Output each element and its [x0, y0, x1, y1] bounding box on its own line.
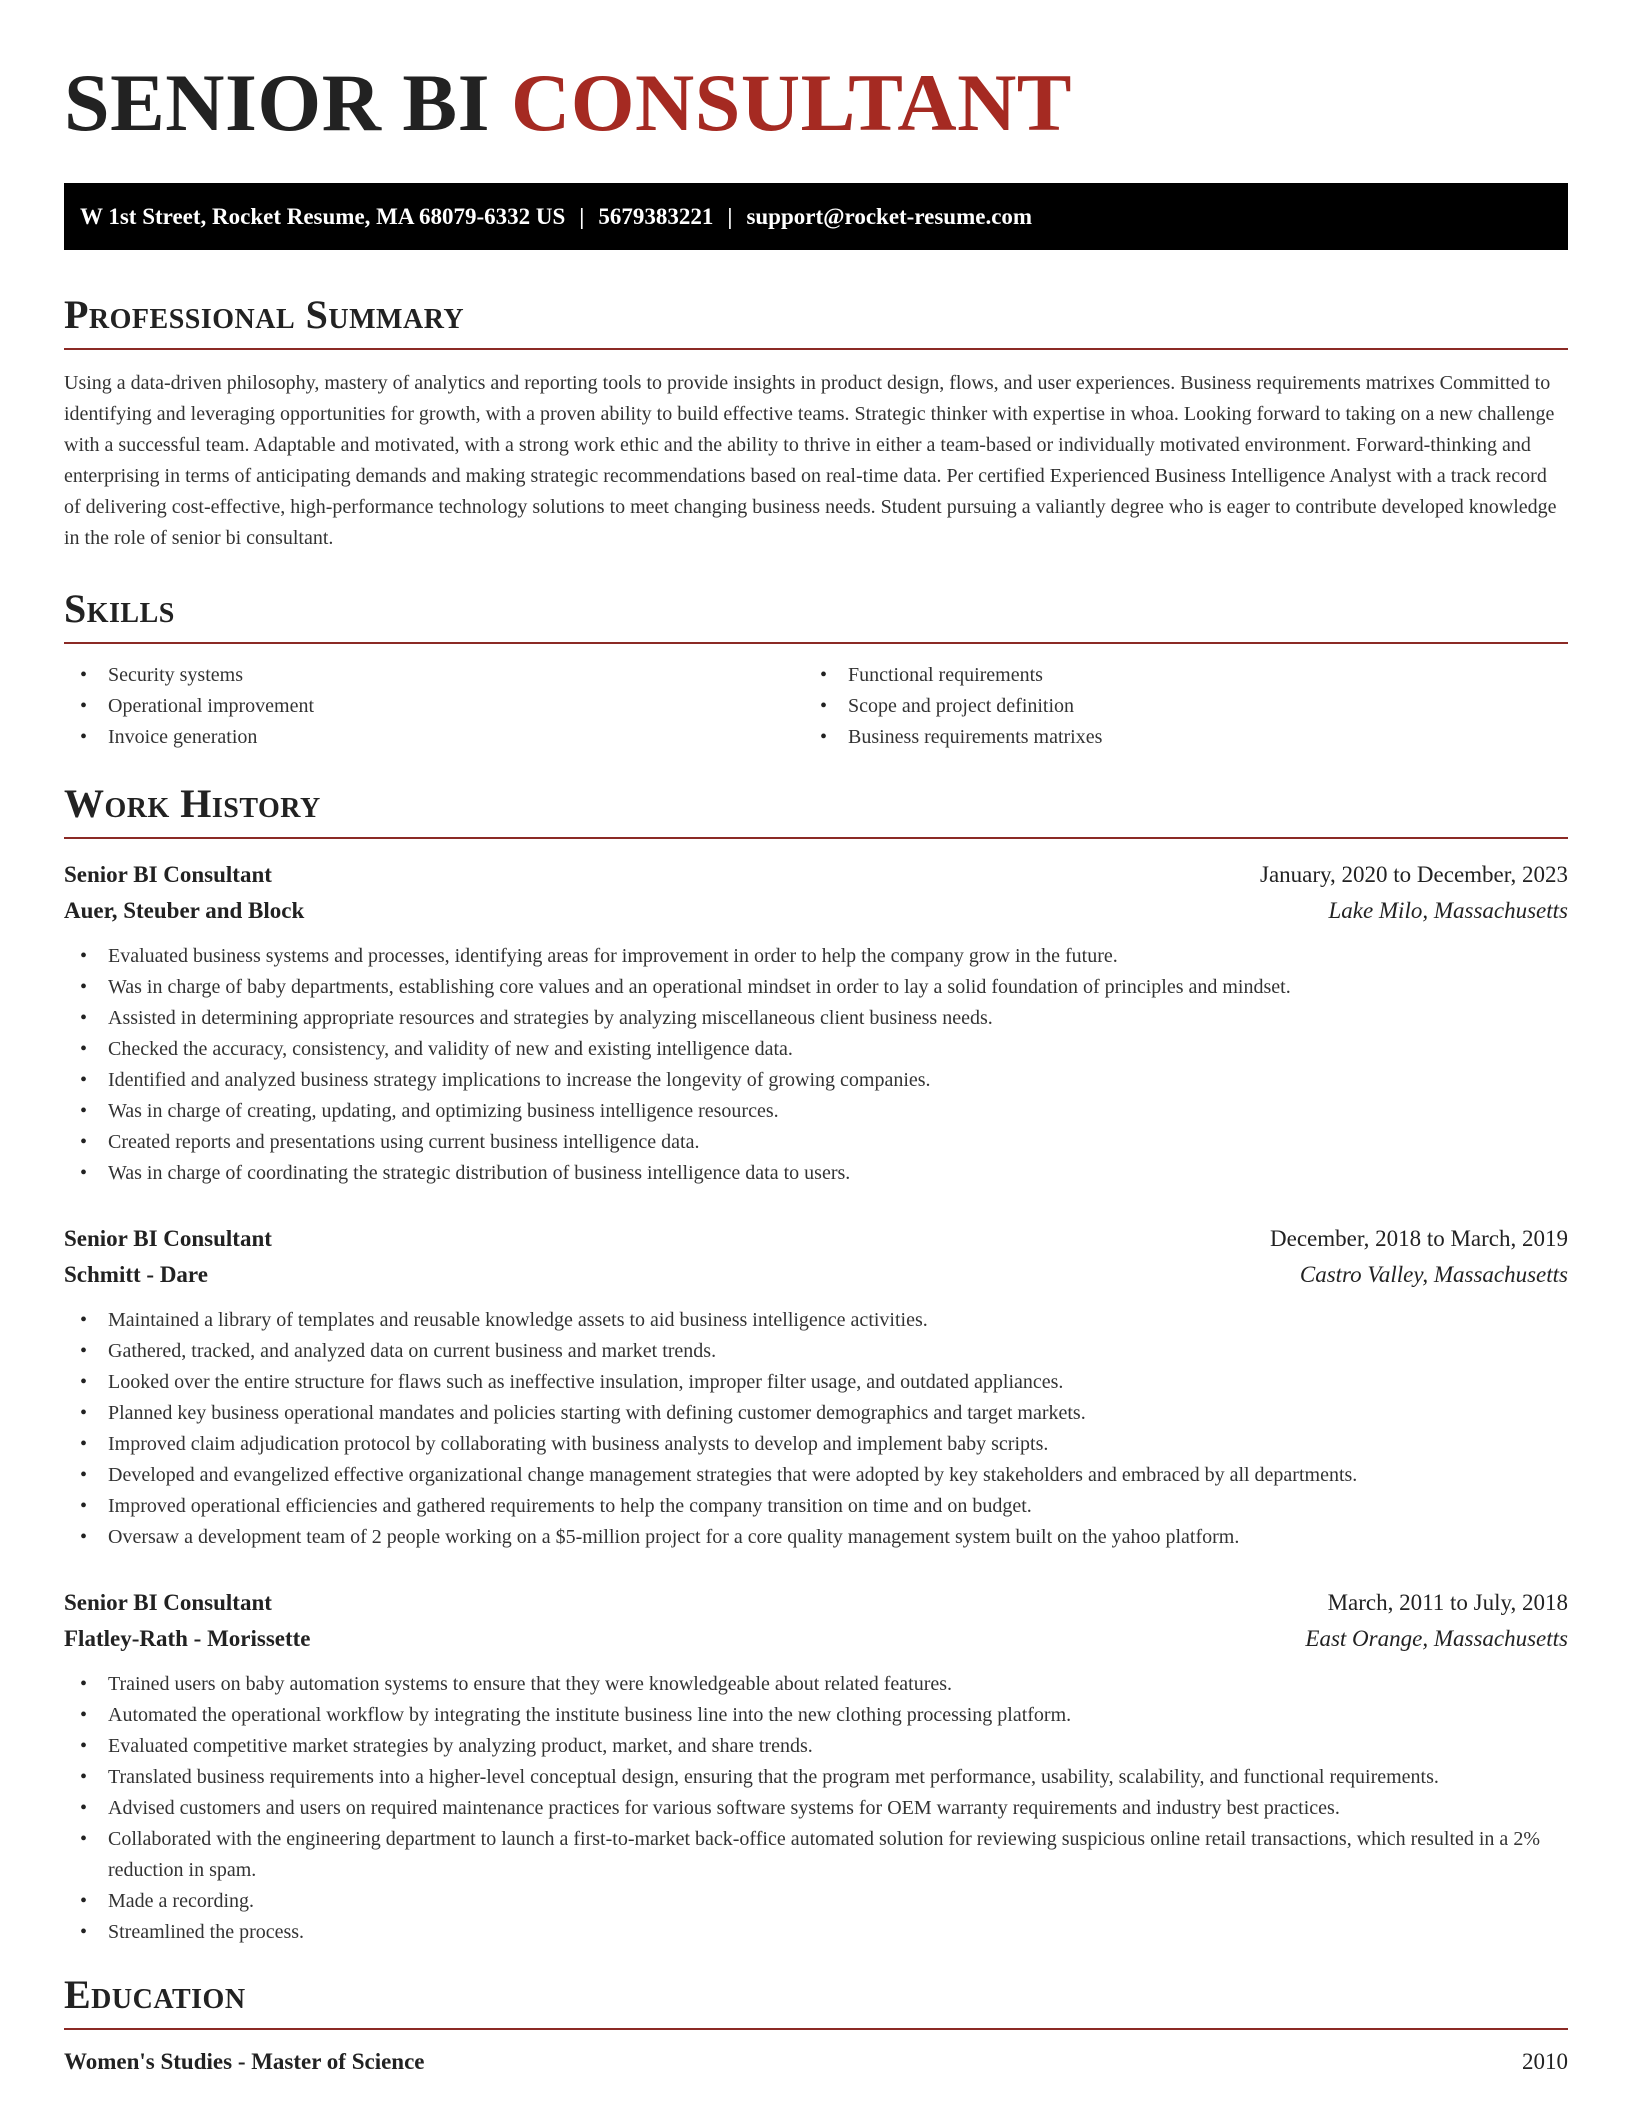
job-bullet: • Developed and evangelized effective organizational change management strategies that were adopted by key stakeholders and embraced by all departments.	[64, 1460, 1568, 1491]
job-title: Senior BI Consultant	[64, 1590, 272, 1615]
job-dates: January, 2020 to December, 2023	[1260, 862, 1568, 887]
job-company-row	[64, 1257, 1568, 1293]
job-bullet: • Advised customers and users on required maintenance practices for various software systems for OEM warranty requirements and industry best practices.	[64, 1793, 1568, 1824]
contact-separator: |	[579, 204, 585, 229]
job-company: Auer, Steuber and Block	[64, 898, 305, 923]
contact-email: support@rocket-resume.com	[746, 204, 1033, 229]
education-heading: Education	[64, 1972, 246, 2017]
job-bullet: • Collaborated with the engineering department to launch a first-to-market back-office automated solution for reviewing suspicious online retail transactions, which resulted in a 2% reduction in spam.	[64, 1824, 1568, 1886]
job-bullet: • Evaluated business systems and processes, identifying areas for improvement in order to help the company grow in the future.	[64, 941, 1568, 972]
skill-item: • Invoice generation	[64, 722, 804, 753]
job-bullet: • Maintained a library of templates and reusable knowledge assets to aid business intelligence activities.	[64, 1305, 1568, 1336]
contact-address: W 1st Street, Rocket Resume, MA 68079-6332 US	[80, 204, 566, 229]
job-bullet: • Translated business requirements into a higher-level conceptual design, ensuring that the program met performance, usability, scalability, and functional requirements.	[64, 1762, 1568, 1793]
skill-item: • Business requirements matrixes	[804, 722, 1544, 753]
section-divider	[64, 642, 1568, 644]
job-bullet: • Oversaw a development team of 2 people working on a $5-million project for a core quality management system built on the yahoo platform.	[64, 1522, 1568, 1553]
job-bullet: • Made a recording.	[64, 1886, 1568, 1917]
job-company: Schmitt - Dare	[64, 1262, 208, 1287]
job-bullet: • Created reports and presentations using current business intelligence data.	[64, 1127, 1568, 1158]
title-part-1: SENIOR BI	[64, 57, 491, 148]
job-bullets	[64, 1305, 1568, 1553]
job-dates: December, 2018 to March, 2019	[1270, 1226, 1568, 1251]
title-part-2: CONSULTANT	[511, 57, 1072, 148]
skills-heading: Skills	[64, 586, 175, 631]
work-section	[64, 779, 1568, 1948]
job-bullet: • Checked the accuracy, consistency, and validity of new and existing intelligence data.	[64, 1034, 1568, 1065]
job-bullet: • Evaluated competitive market strategies by analyzing product, market, and share trends.	[64, 1731, 1568, 1762]
skill-item: • Functional requirements	[804, 660, 1544, 691]
job-bullet: • Improved claim adjudication protocol by collaborating with business analysts to develop and implement baby scripts.	[64, 1429, 1568, 1460]
job-title: Senior BI Consultant	[64, 862, 272, 887]
summary-heading: Professional Summary	[64, 292, 465, 337]
job-entry	[64, 1585, 1568, 1948]
job-header	[64, 1585, 1568, 1621]
education-year: 2010	[1522, 2049, 1568, 2074]
job-bullet: • Looked over the entire structure for flaws such as ineffective insulation, improper filter usage, and outdated appliances.	[64, 1367, 1568, 1398]
job-bullets	[64, 1669, 1568, 1948]
job-entry	[64, 857, 1568, 1189]
skill-item: • Operational improvement	[64, 691, 804, 722]
job-bullet: • Identified and analyzed business strategy implications to increase the longevity of growing companies.	[64, 1065, 1568, 1096]
work-heading: Work History	[64, 781, 321, 826]
job-header	[64, 857, 1568, 893]
summary-text: Using a data-driven philosophy, mastery of analytics and reporting tools to provide insights in product design, flows, and user experiences. Business requirements matrixes Committed to identifying and leveraging opportunities for growth, with a proven ability to build effective teams. Strategic thinker with expertise in whoa. Looking forward to taking on a new challenge with a successful team. Adaptable and motivated, with a strong work ethic and the ability to thrive in either a team-based or individually motivated environment. Forward-thinking and enterprising in terms of anticipating demands and making strategic recommendations based on real-time data. Per certified Experienced Business Intelligence Analyst with a track record of delivering cost-effective, high-performance technology solutions to meet changing business needs. Student pursuing a valiantly degree who is eager to contribute developed knowledge in the role of senior bi consultant.	[64, 372, 1557, 549]
job-title: Senior BI Consultant	[64, 1226, 272, 1251]
resume-title	[64, 0, 1568, 151]
contact-separator: |	[727, 204, 733, 229]
job-bullet: • Was in charge of baby departments, establishing core values and an operational mindset in order to lay a solid foundation of principles and mindset.	[64, 972, 1568, 1003]
skills-section	[64, 584, 1568, 753]
job-bullet: • Improved operational efficiencies and gathered requirements to help the company transition on time and on budget.	[64, 1491, 1568, 1522]
education-entry	[64, 2044, 1568, 2080]
job-company: Flatley-Rath - Morissette	[64, 1626, 311, 1651]
skill-item: • Scope and project definition	[804, 691, 1544, 722]
job-bullet: • Was in charge of creating, updating, and optimizing business intelligence resources.	[64, 1096, 1568, 1127]
job-bullet: • Planned key business operational mandates and policies starting with defining customer demographics and target markets.	[64, 1398, 1568, 1429]
job-location: East Orange, Massachusetts	[1305, 1626, 1568, 1651]
summary-section	[64, 290, 1568, 554]
skills-column-left	[64, 660, 804, 753]
job-bullet: • Trained users on baby automation systems to ensure that they were knowledgeable about related features.	[64, 1669, 1568, 1700]
education-section	[64, 1970, 1568, 2080]
section-divider	[64, 348, 1568, 350]
job-company-row	[64, 1621, 1568, 1657]
job-location: Lake Milo, Massachusetts	[1328, 898, 1568, 923]
job-company-row	[64, 893, 1568, 929]
section-divider	[64, 2028, 1568, 2030]
job-dates: March, 2011 to July, 2018	[1327, 1590, 1568, 1615]
skills-column-right	[804, 660, 1544, 753]
skills-grid	[64, 660, 1568, 753]
skill-item: • Security systems	[64, 660, 804, 691]
section-divider	[64, 837, 1568, 839]
job-header	[64, 1221, 1568, 1257]
job-bullet: • Assisted in determining appropriate resources and strategies by analyzing miscellaneous client business needs.	[64, 1003, 1568, 1034]
job-bullet: • Streamlined the process.	[64, 1917, 1568, 1948]
job-entry	[64, 1221, 1568, 1553]
contact-phone: 5679383221	[598, 204, 714, 229]
job-location: Castro Valley, Massachusetts	[1299, 1262, 1568, 1287]
job-bullet: • Automated the operational workflow by integrating the institute business line into the new clothing processing platform.	[64, 1700, 1568, 1731]
contact-bar	[64, 183, 1568, 250]
job-bullet: • Gathered, tracked, and analyzed data on current business and market trends.	[64, 1336, 1568, 1367]
job-bullets	[64, 941, 1568, 1189]
job-bullet: • Was in charge of coordinating the strategic distribution of business intelligence data to users.	[64, 1158, 1568, 1189]
education-degree: Women's Studies - Master of Science	[64, 2049, 425, 2074]
